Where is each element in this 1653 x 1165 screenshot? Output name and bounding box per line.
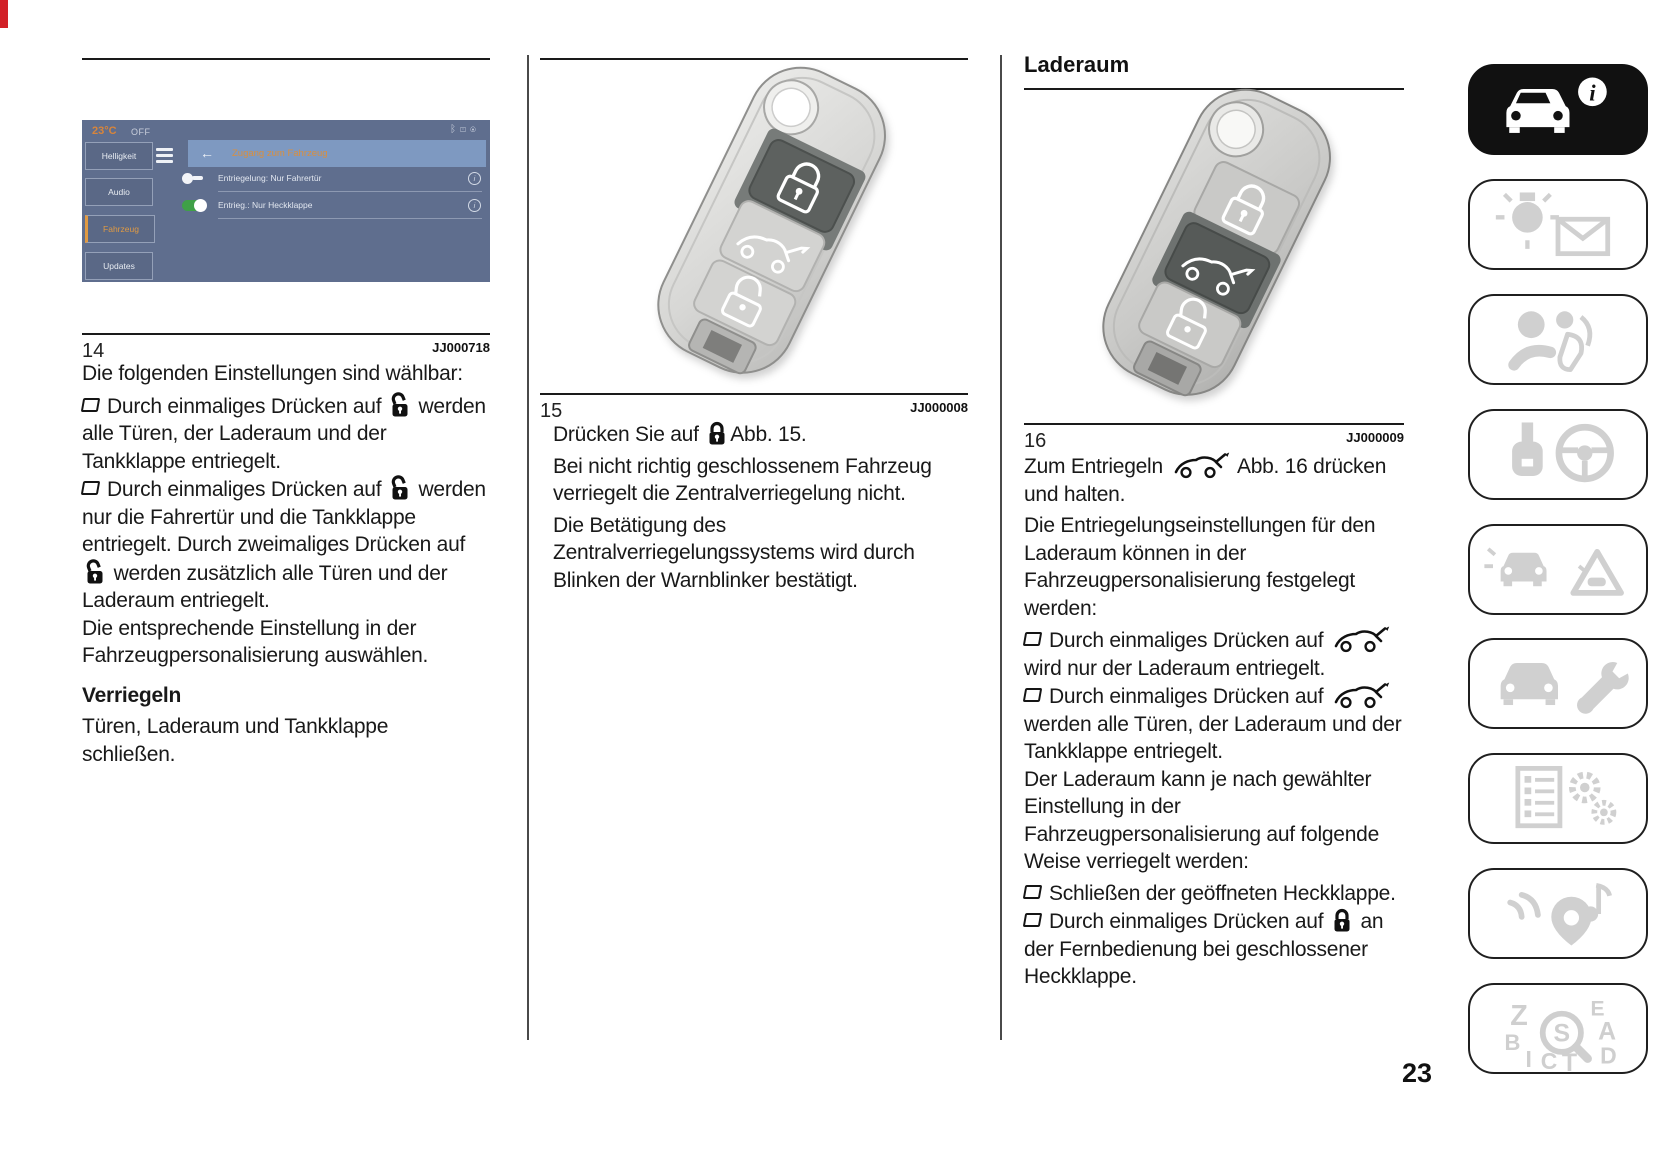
svg-text:D: D [1600, 1042, 1617, 1069]
svg-text:S: S [1553, 1020, 1571, 1048]
device-icon: ⊡ [460, 124, 470, 135]
svg-text:Z: Z [1510, 1000, 1528, 1033]
setting-label: Entriegelung: Nur Fahrertür [218, 173, 322, 183]
car-info-icon [1470, 66, 1646, 153]
airbag-person-icon [1470, 296, 1646, 383]
row-divider [218, 218, 482, 219]
paragraph: Zum Entriegeln Abb. 16 drücken und halten. [1024, 452, 1416, 508]
column2-top-rule [540, 58, 968, 60]
svg-text:B: B [1504, 1030, 1521, 1056]
index-search-icon [1470, 985, 1646, 1072]
list-item: Durch einmaliges Drücken auf an der Fernbedienung bei geschlossener Heckklappe. [1024, 907, 1416, 991]
column3-text [1024, 452, 1416, 991]
sidebar-item-safety[interactable] [1468, 294, 1648, 385]
info-icon: i [468, 172, 481, 185]
svg-text:T: T [1561, 1050, 1578, 1072]
svg-text:C: C [1540, 1048, 1558, 1072]
svg-text:I: I [1525, 1046, 1532, 1072]
unlock-icon [84, 559, 106, 586]
svg-text:A: A [1598, 1018, 1617, 1046]
lock-icon [706, 420, 728, 447]
list-item: Durch einmaliges Drücken auf wird nur der Laderaum entriegelt. [1024, 626, 1416, 682]
column1-top-rule [82, 58, 490, 60]
figure-number: 15 [540, 400, 563, 422]
sidebar-item-audio-navigation[interactable] [1468, 868, 1648, 959]
tailgate-open-icon [1332, 626, 1390, 653]
media-navigation-icon [1470, 870, 1646, 957]
paragraph: Der Laderaum kann je nach gewählter Einstellung in der Fahrzeugpersonalisierung auf folgende Weise verriegelt werden: [1024, 767, 1379, 873]
subheading-verriegeln: Verriegeln [82, 683, 182, 707]
screen-temperature: 23°C [92, 125, 117, 137]
square-bullet-icon [81, 481, 100, 495]
keyfob-figure-16 [1035, 88, 1385, 410]
screen-power-status: OFF [131, 127, 151, 137]
warning-light-mail-icon [1470, 181, 1646, 268]
spec-list-gears-icon [1470, 755, 1646, 842]
column2-text [553, 420, 968, 598]
figure-number: 16 [1024, 430, 1047, 452]
key-steering-wheel-icon [1470, 411, 1646, 498]
column-divider-2 [1000, 55, 1002, 1040]
menu-item-audio: Audio [85, 178, 153, 206]
menu-item-helligkeit: Helligkeit [85, 142, 153, 170]
column-divider-1 [527, 55, 529, 1040]
figure15-caption [540, 393, 968, 423]
figure-code: JJ000718 [432, 340, 490, 355]
sidebar-item-maintenance[interactable] [1468, 638, 1648, 729]
tailgate-open-icon [1172, 452, 1230, 479]
paragraph: Drücken Sie auf Abb. 15. [553, 420, 968, 449]
list-item: Durch einmaliges Drücken auf werden nur die Fahrertür und die Tankklappe entriegelt. Durch zweimaliges Drücken auf werden zusätzlich alle Türen und der Laderaum entriegelt. [82, 475, 486, 615]
svg-text:i: i [1589, 80, 1596, 106]
square-bullet-icon [1023, 688, 1042, 702]
unlock-icon [389, 392, 411, 419]
sidebar-item-emergency[interactable] [1468, 524, 1648, 615]
lock-icon [1331, 907, 1353, 934]
sidebar-item-vehicle-info[interactable] [1468, 64, 1648, 155]
bluetooth-icon: ᛒ [450, 124, 460, 135]
figure-code: JJ000009 [1346, 430, 1404, 445]
column1-text [82, 360, 486, 772]
paragraph: Bei nicht richtig geschlossenem Fahrzeug verriegelt die Zentralverriegelung nicht. [553, 454, 932, 505]
screen-header-bar [188, 140, 486, 167]
paragraph: Türen, Laderaum und Tankklappe schließen. [82, 715, 389, 766]
svg-text:E: E [1590, 997, 1605, 1021]
menu-item-fahrzeug: Fahrzeug [85, 215, 155, 243]
tailgate-open-icon [1332, 682, 1390, 709]
setting-label: Entrieg.: Nur Heckklappe [218, 200, 313, 210]
toggle-unlock-tailgate [182, 200, 206, 211]
row-divider [218, 191, 482, 192]
car-wrench-icon [1470, 640, 1646, 727]
sidebar-item-driving[interactable] [1468, 409, 1648, 500]
paragraph: Die folgenden Einstellungen sind wählbar: [82, 362, 463, 385]
page-number: 23 [1402, 1058, 1433, 1088]
unlock-icon [389, 475, 411, 502]
sidebar-item-technical-data[interactable] [1468, 753, 1648, 844]
list-item: Durch einmaliges Drücken auf werden alle Türen, der Laderaum und der Tankklappe entriegelt. [1024, 682, 1416, 766]
menu-item-updates: Updates [85, 252, 153, 280]
back-arrow-icon: ← [200, 145, 214, 161]
hamburger-menu-icon [156, 148, 173, 166]
square-bullet-icon [1023, 913, 1042, 927]
paragraph: Die entsprechende Einstellung in der Fahrzeugpersonalisierung auswählen. [82, 616, 429, 667]
square-bullet-icon [1023, 632, 1042, 646]
list-item: Durch einmaliges Drücken auf werden alle Türen, der Laderaum und der Tankklappe entriegelt. [82, 392, 486, 476]
figure-code: JJ000008 [910, 400, 968, 415]
paragraph: Die Betätigung des Zentralverriegelungssystems wird durch Blinken der Warnblinker bestätigt. [553, 513, 915, 592]
sidebar-item-instruments[interactable] [1468, 179, 1648, 270]
screen-title: Zugang zum Fahrzeug [232, 148, 328, 159]
location-icon: ◉ [470, 124, 480, 135]
infotainment-screenshot [82, 120, 490, 282]
figure-number: 14 [82, 340, 105, 362]
sidebar-item-alphabetical-index[interactable] [1468, 983, 1648, 1074]
keyfob-figure-15 [590, 66, 940, 388]
page-edge-marker [0, 0, 8, 28]
list-item: Schließen der geöffneten Heckklappe. [1024, 880, 1416, 908]
toggle-unlock-driver-door [182, 172, 203, 184]
paragraph: Die Entriegelungseinstellungen für den Laderaum können in der Fahrzeugpersonalisierung festgelegt werden: [1024, 514, 1376, 620]
section-heading-laderaum: Laderaum [1024, 52, 1130, 77]
car-warning-triangle-icon [1470, 526, 1646, 613]
figure16-caption [1024, 423, 1404, 453]
figure14-caption [82, 333, 490, 363]
square-bullet-icon [81, 398, 100, 412]
square-bullet-icon [1023, 885, 1042, 899]
info-icon: i [468, 199, 481, 212]
